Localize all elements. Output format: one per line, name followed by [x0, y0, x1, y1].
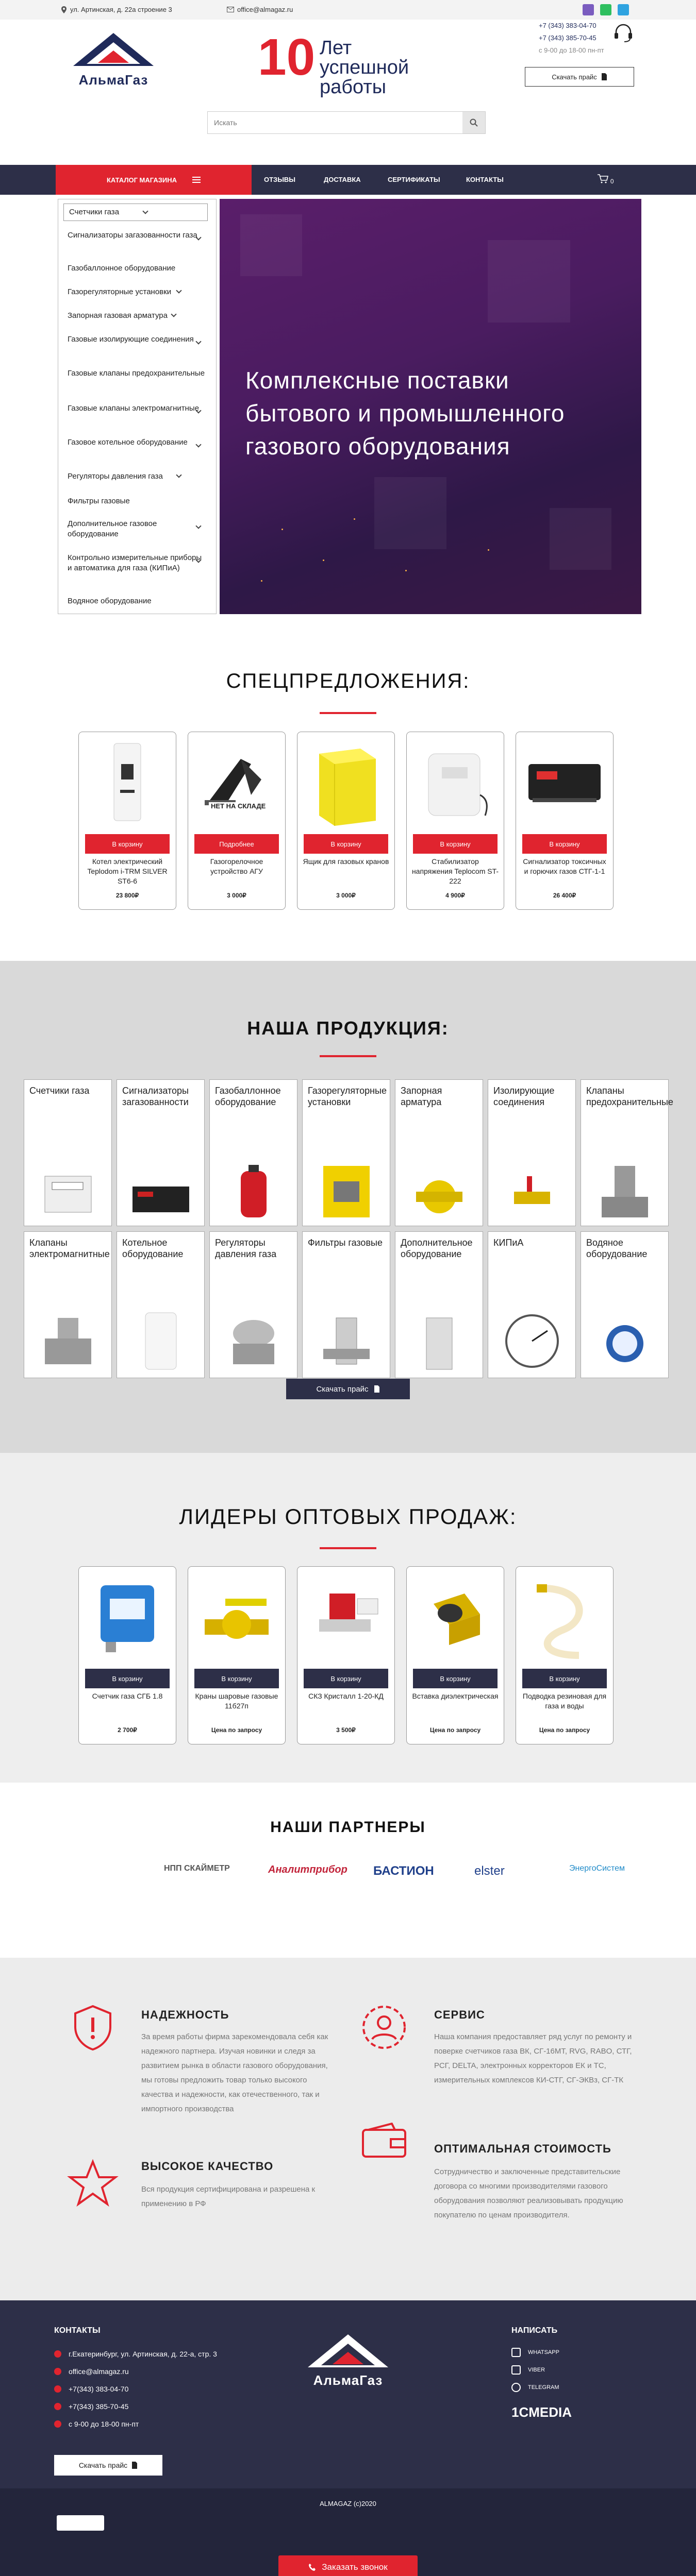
- category-tile[interactable]: [117, 1079, 205, 1226]
- category-title: Газобаллонное оборудование: [215, 1086, 281, 1107]
- product-card[interactable]: [406, 732, 504, 910]
- hero-decor: [550, 508, 611, 570]
- chevron-down-icon: [176, 472, 181, 478]
- product-name[interactable]: Ящик для газовых кранов: [303, 857, 389, 866]
- title-underline: [320, 1055, 376, 1057]
- category-tile[interactable]: [117, 1231, 205, 1378]
- reliability-text: За время работы фирма зарекомендовала себя как надежного партнера. Изучая новинки и следя за развитием рынка в области газового оборудования, мы готовы предложить товар только высокого качества и надежности, как отечественного, так и импортного производства: [141, 2032, 328, 2113]
- voltage-stabilizer-image: [413, 738, 498, 826]
- studio-logo[interactable]: 1CMEDIA: [511, 2404, 572, 2420]
- hero-decor: [240, 214, 302, 276]
- mail-icon: [227, 7, 234, 12]
- footer-telegram-label: TELEGRAM: [528, 2384, 559, 2391]
- chevron-down-icon: [176, 287, 181, 293]
- footer-email[interactable]: [54, 2367, 129, 2376]
- file-icon: [601, 73, 607, 80]
- anniversary-number: 10: [258, 28, 316, 86]
- footer: [0, 2300, 696, 2488]
- product-name[interactable]: Сигнализатор токсичных и горючих газов СТГ-1-1: [523, 857, 606, 875]
- sidebar-item-label: Контрольно измерительные приборы и автоматика для газа (КИПиА): [68, 553, 202, 572]
- phone-1[interactable]: +7 (343) 383-04-70: [539, 22, 596, 29]
- dielectric-insert-image: [413, 1573, 498, 1660]
- partner-logo-skaymetr[interactable]: НПП СКАЙМЕТР: [164, 1864, 230, 1873]
- chevron-down-icon: [195, 442, 201, 447]
- gas-filter-image: [313, 1308, 380, 1375]
- download-price-button[interactable]: [286, 1379, 410, 1399]
- footer-hours-text: с 9-00 до 18-00 пн-пт: [69, 2420, 139, 2428]
- phone-2[interactable]: +7 (343) 385-70-45: [539, 34, 596, 42]
- details-button[interactable]: Подробнее: [194, 834, 279, 854]
- service-person-icon: [361, 2004, 407, 2050]
- product-name[interactable]: Подводка резиновая для газа и воды: [522, 1692, 607, 1710]
- product-card[interactable]: [297, 732, 395, 910]
- solenoid-valve-image: [35, 1308, 102, 1375]
- sidebar-item-pressure-regulators[interactable]: [68, 471, 207, 482]
- add-to-cart-button[interactable]: В корзину: [522, 834, 607, 854]
- sidebar-item-label: Регуляторы давления газа: [68, 472, 163, 481]
- sidebar-item-kipia[interactable]: [68, 553, 207, 573]
- hero-spark: [261, 580, 262, 582]
- add-to-cart-button[interactable]: В корзину: [304, 1669, 388, 1688]
- add-to-cart-button[interactable]: В корзину: [194, 1669, 279, 1688]
- add-to-cart-button[interactable]: В корзину: [85, 1669, 170, 1688]
- sidebar-item-additional-equipment[interactable]: [68, 519, 207, 539]
- footer-email-text[interactable]: office@almagaz.ru: [69, 2367, 129, 2376]
- category-tile[interactable]: [209, 1231, 297, 1378]
- logo-text: АльмаГаз: [78, 72, 148, 88]
- product-price: 2 700₽: [118, 1726, 137, 1734]
- nav-certificates[interactable]: СЕРТИФИКАТЫ: [388, 176, 440, 183]
- hero-banner: [220, 199, 641, 614]
- catalog-menu-button[interactable]: [56, 165, 252, 195]
- logo-emblem-icon: [296, 2331, 400, 2372]
- sidebar-item-shutoff-valves[interactable]: [68, 311, 207, 321]
- category-tile[interactable]: [581, 1079, 673, 1226]
- product-name[interactable]: СКЗ Кристалл 1-20-КД: [308, 1692, 384, 1700]
- chevron-down-icon: [142, 208, 148, 214]
- hero-decor: [488, 240, 570, 323]
- sidebar-item-insulating-joints[interactable]: [68, 334, 207, 345]
- chevron-down-icon: [195, 338, 201, 344]
- title-underline: [320, 1547, 376, 1549]
- category-title: Водяное оборудование: [586, 1238, 648, 1259]
- hero-decor: [374, 477, 446, 549]
- wallet-icon: [361, 2123, 407, 2159]
- product-price: Цена по запросу: [211, 1726, 262, 1734]
- water-meter-image: [591, 1308, 658, 1375]
- nav-contacts[interactable]: КОНТАКТЫ: [466, 176, 504, 183]
- address-line: [61, 6, 172, 13]
- bottom-bar: [0, 2488, 696, 2576]
- hero-title: Комплексные поставки бытового и промышленного газового оборудования: [245, 367, 565, 460]
- whatsapp-icon[interactable]: [600, 4, 611, 15]
- hero-spark: [405, 570, 407, 571]
- category-title: КИПиА: [493, 1238, 524, 1248]
- product-price: 3 000₽: [336, 892, 356, 899]
- electric-boiler-image: [85, 738, 170, 826]
- partner-logo-energosistem[interactable]: ЭнергоСистем: [569, 1864, 625, 1873]
- product-name[interactable]: Стабилизатор напряжения Teplocom ST-222: [411, 857, 499, 885]
- category-tile[interactable]: [581, 1231, 669, 1378]
- counter-badge[interactable]: [57, 2515, 104, 2531]
- service-text: Наша компания предоставляет ряд услуг по ремонту и поверке счетчиков газа ВК, СГ-16МТ, RVG, RABO, СТГ, РСГ, DELTA, электронных корректоров ЕК и ТС, измерительных комплексов КИ-СТГ, СГ-ЭКВз, СГ-ТК: [434, 2032, 632, 2084]
- footer-telegram[interactable]: [511, 2383, 559, 2392]
- category-title: Сигнализаторы загазованности: [122, 1086, 189, 1107]
- anniversary-badge: [258, 28, 438, 98]
- telegram-icon[interactable]: [618, 4, 629, 15]
- location-pin-icon: [54, 2350, 61, 2358]
- product-name[interactable]: Краны шаровые газовые 11б27п: [195, 1692, 278, 1710]
- download-price-label: Скачать прайс: [78, 2461, 128, 2469]
- features-section: [0, 1958, 696, 2300]
- viber-icon: [511, 2365, 521, 2375]
- category-title: Котельное оборудование: [122, 1238, 184, 1259]
- add-to-cart-button[interactable]: В корзину: [413, 1669, 498, 1688]
- product-card[interactable]: [516, 732, 614, 910]
- category-tile[interactable]: [24, 1079, 112, 1226]
- search-box: [207, 111, 486, 134]
- partner-logo-elster[interactable]: elster: [474, 1864, 505, 1878]
- product-card[interactable]: [406, 1566, 504, 1744]
- product-price: 26 400₽: [553, 892, 576, 899]
- product-price: 3 000₽: [227, 892, 246, 899]
- insulating-joint-image: [499, 1156, 566, 1223]
- add-to-cart-button[interactable]: В корзину: [304, 834, 388, 854]
- product-name[interactable]: Счетчик газа СГБ 1.8: [92, 1692, 163, 1700]
- product-card[interactable]: [78, 732, 176, 910]
- rubber-hose-image: [522, 1573, 607, 1660]
- gas-meter-image: [35, 1156, 102, 1223]
- category-tile[interactable]: [302, 1079, 390, 1226]
- sidebar-item-label: Газобаллонное оборудование: [68, 264, 176, 273]
- partners-title: НАШИ ПАРТНЕРЫ: [270, 1819, 426, 1836]
- sidebar-item-label: Газорегуляторные установки: [68, 287, 172, 296]
- pressure-gauge-image: [499, 1308, 566, 1375]
- star-icon: [67, 2159, 119, 2208]
- sidebar-item-solenoid-valves[interactable]: [68, 403, 207, 414]
- partner-logo-bastion[interactable]: БАСТИОН: [373, 1864, 434, 1878]
- partner-logo-analitpribor[interactable]: Аналитприбор: [268, 1864, 347, 1875]
- footer-phone-1-text[interactable]: +7(343) 383-04-70: [69, 2385, 129, 2393]
- cart-count: 0: [610, 178, 614, 185]
- sidebar-item-label: Газовые изолирующие соединения: [68, 335, 194, 344]
- main-nav: [0, 165, 696, 195]
- category-tile[interactable]: [209, 1079, 297, 1226]
- order-call-label: Заказать звонок: [322, 2562, 388, 2572]
- add-to-cart-button[interactable]: В корзину: [522, 1669, 607, 1688]
- product-name[interactable]: Газогорелочное устройство АГУ: [210, 857, 263, 875]
- hero-spark: [354, 518, 355, 520]
- hero-spark: [281, 529, 283, 530]
- file-icon: [131, 2462, 138, 2469]
- quality-title: ВЫСОКОЕ КАЧЕСТВО: [141, 2160, 274, 2173]
- gas-cylinder-image: [220, 1156, 287, 1223]
- category-title: Регуляторы давления газа: [215, 1238, 277, 1259]
- category-tile[interactable]: [395, 1079, 483, 1226]
- sidebar-item-boiler-equipment[interactable]: [68, 437, 207, 448]
- reliability-title: НАДЕЖНОСТЬ: [141, 2008, 229, 2021]
- safety-valve-image: [591, 1156, 658, 1223]
- work-hours: с 9-00 до 18-00 пн-пт: [539, 46, 604, 54]
- top-bar: [0, 0, 696, 20]
- nav-delivery[interactable]: ДОСТАВКА: [324, 176, 361, 183]
- copyright: ALMAGAZ (c)2020: [320, 2500, 376, 2507]
- hero-spark: [488, 549, 489, 551]
- search-input[interactable]: [208, 112, 460, 133]
- anniversary-text: Лет успешной работы: [320, 37, 409, 98]
- leaders-title: ЛИДЕРЫ ОПТОВЫХ ПРОДАЖ:: [179, 1504, 517, 1529]
- footer-viber[interactable]: [511, 2365, 545, 2375]
- download-price-label: Скачать прайс: [552, 73, 597, 81]
- category-title: Изолирующие соединения: [493, 1086, 555, 1107]
- hamburger-icon: [192, 177, 201, 183]
- product-name[interactable]: Котел электрический Teplodom i-TRM SILVER ST6-6: [87, 857, 168, 885]
- sidebar-item-label: Фильтры газовые: [68, 497, 130, 505]
- category-title: Клапаны электромагнитные: [29, 1238, 110, 1259]
- sidebar-item-label: Газовые клапаны предохранительные: [68, 369, 205, 378]
- category-title: Запорная арматура: [401, 1086, 442, 1107]
- footer-address-text: г.Екатеринбург, ул. Артинская, д. 22-а, стр. 3: [69, 2350, 217, 2358]
- category-title: Клапаны предохранительные: [586, 1086, 673, 1107]
- footer-logo-text: АльмаГаз: [313, 2372, 383, 2388]
- whatsapp-icon: [511, 2348, 521, 2357]
- gas-burner-image: [194, 738, 279, 826]
- add-to-cart-button[interactable]: В корзину: [85, 834, 170, 854]
- clock-icon: [54, 2420, 61, 2428]
- footer-phone-1[interactable]: [54, 2385, 128, 2393]
- gas-meter-sgb-image: [85, 1573, 170, 1660]
- regulator-unit-image: [313, 1156, 380, 1223]
- special-offers-title: СПЕЦПРЕДЛОЖЕНИЯ:: [226, 670, 470, 692]
- sidebar-item-gas-meters[interactable]: [63, 204, 208, 221]
- product-card[interactable]: [188, 1566, 286, 1744]
- shield-icon: [72, 2004, 113, 2050]
- sidebar-item-label: Газовое котельное оборудование: [68, 438, 188, 447]
- product-card[interactable]: [188, 732, 286, 910]
- category-tile[interactable]: [488, 1231, 576, 1378]
- ball-valve-image: [194, 1573, 279, 1660]
- hero-spark: [323, 560, 324, 561]
- price-text: Сотрудничество и заключенные представительские договора со многими производителями газового оборудования позволяют реализовывать продукцию покупателю по ценам производителя.: [434, 2167, 623, 2219]
- order-call-button[interactable]: [278, 2555, 418, 2576]
- footer-contacts-title: КОНТАКТЫ: [54, 2326, 101, 2335]
- category-tile[interactable]: [488, 1079, 576, 1226]
- gas-detector-image: [522, 738, 607, 826]
- header: [0, 20, 696, 165]
- sidebar-item-label: Запорная газовая арматура: [68, 311, 168, 320]
- footer-whatsapp-label: WHATSAPP: [528, 2349, 559, 2355]
- footer-download-price-button[interactable]: [54, 2455, 162, 2476]
- category-title: Газорегуляторные установки: [308, 1086, 387, 1107]
- sidebar-item-gas-alarms[interactable]: [68, 230, 207, 241]
- sidebar-item-label: Дополнительное газовое оборудование: [68, 519, 157, 538]
- telegram-icon: [511, 2383, 521, 2392]
- download-price-label: Скачать прайс: [316, 1384, 369, 1394]
- catalog-label: КАТАЛОГ МАГАЗИНА: [107, 176, 177, 184]
- sidebar-item-water-equipment[interactable]: [68, 596, 207, 606]
- product-card[interactable]: [78, 1566, 176, 1744]
- catalog-sidebar: [58, 199, 217, 614]
- sidebar-item-label: Водяное оборудование: [68, 597, 152, 605]
- quality-text: Вся продукция сертифицирована и разрешена к применению в РФ: [141, 2185, 316, 2208]
- additional-equipment-image: [406, 1308, 473, 1375]
- phone-icon: [308, 2563, 317, 2571]
- mail-icon: [54, 2368, 61, 2375]
- sidebar-item-label: Газовые клапаны электромагнитные: [68, 404, 200, 413]
- price-title: ОПТИМАЛЬНАЯ СТОИМОСТЬ: [434, 2142, 611, 2155]
- logo[interactable]: [62, 30, 165, 87]
- sidebar-item-regulator-units[interactable]: [68, 287, 207, 297]
- footer-write-title: НАПИСАТЬ: [511, 2326, 558, 2335]
- footer-logo[interactable]: [296, 2331, 400, 2388]
- viber-icon[interactable]: [583, 4, 594, 15]
- product-card[interactable]: [516, 1566, 614, 1744]
- footer-hours: [54, 2420, 139, 2428]
- phone-icon: [54, 2385, 61, 2393]
- logo-emblem-icon: [62, 30, 165, 71]
- location-pin-icon: [61, 6, 67, 13]
- skz-valve-image: [304, 1573, 388, 1660]
- product-price: Цена по запросу: [429, 1726, 481, 1734]
- gas-alarm-image: [127, 1156, 194, 1223]
- ball-valve-image: [406, 1156, 473, 1223]
- chevron-down-icon: [171, 311, 176, 317]
- title-underline: [320, 712, 376, 714]
- cart-button[interactable]: [597, 174, 614, 185]
- chevron-down-icon: [195, 523, 201, 529]
- email-line[interactable]: [227, 6, 293, 13]
- add-to-cart-button[interactable]: В корзину: [413, 834, 498, 854]
- category-title: Фильтры газовые: [308, 1238, 383, 1248]
- download-price-button[interactable]: [525, 67, 634, 87]
- category-tile[interactable]: [24, 1231, 112, 1378]
- product-name[interactable]: Вставка диэлектрическая: [412, 1692, 499, 1700]
- product-price: 23 800₽: [115, 892, 139, 899]
- pressure-regulator-image: [220, 1308, 287, 1375]
- out-of-stock-badge: НЕТ НА СКЛАДЕ: [209, 802, 268, 810]
- sidebar-item-gas-filters[interactable]: [68, 496, 207, 506]
- phone-icon: [54, 2403, 61, 2410]
- products-title: НАША ПРОДУКЦИЯ:: [247, 1018, 449, 1039]
- file-icon: [374, 1385, 380, 1393]
- sidebar-item-label: Счетчики газа: [69, 208, 120, 216]
- product-price: 4 900₽: [445, 892, 465, 899]
- nav-reviews[interactable]: ОТЗЫВЫ: [264, 176, 296, 183]
- product-price: Цена по запросу: [539, 1726, 590, 1734]
- footer-phone-2[interactable]: [54, 2402, 128, 2411]
- gas-box-image: [304, 738, 388, 826]
- footer-viber-label: VIBER: [528, 2367, 545, 2373]
- product-price: 3 500₽: [336, 1726, 356, 1734]
- address-text: ул. Артинская, д. 22а строение 3: [70, 6, 172, 13]
- cart-icon: [597, 174, 608, 183]
- sidebar-item-safety-valves[interactable]: [68, 368, 207, 379]
- service-title: СЕРВИС: [434, 2008, 485, 2021]
- sidebar-item-label: Сигнализаторы загазованности газа: [68, 231, 197, 240]
- category-tile[interactable]: [302, 1231, 390, 1378]
- footer-address: [54, 2350, 217, 2358]
- footer-whatsapp[interactable]: [511, 2348, 559, 2357]
- category-title: Дополнительное оборудование: [401, 1238, 473, 1259]
- product-card[interactable]: [297, 1566, 395, 1744]
- headset-icon: [612, 22, 634, 43]
- phones-block: [539, 20, 604, 57]
- email-text[interactable]: office@almagaz.ru: [237, 6, 293, 13]
- sidebar-item-cylinder-equipment[interactable]: [68, 263, 207, 274]
- category-title: Счетчики газа: [29, 1086, 90, 1096]
- footer-phone-2-text[interactable]: +7(343) 385-70-45: [69, 2402, 129, 2411]
- search-button[interactable]: [462, 112, 485, 133]
- boiler-image: [127, 1308, 194, 1375]
- category-tile[interactable]: [395, 1231, 483, 1378]
- search-icon: [470, 118, 478, 127]
